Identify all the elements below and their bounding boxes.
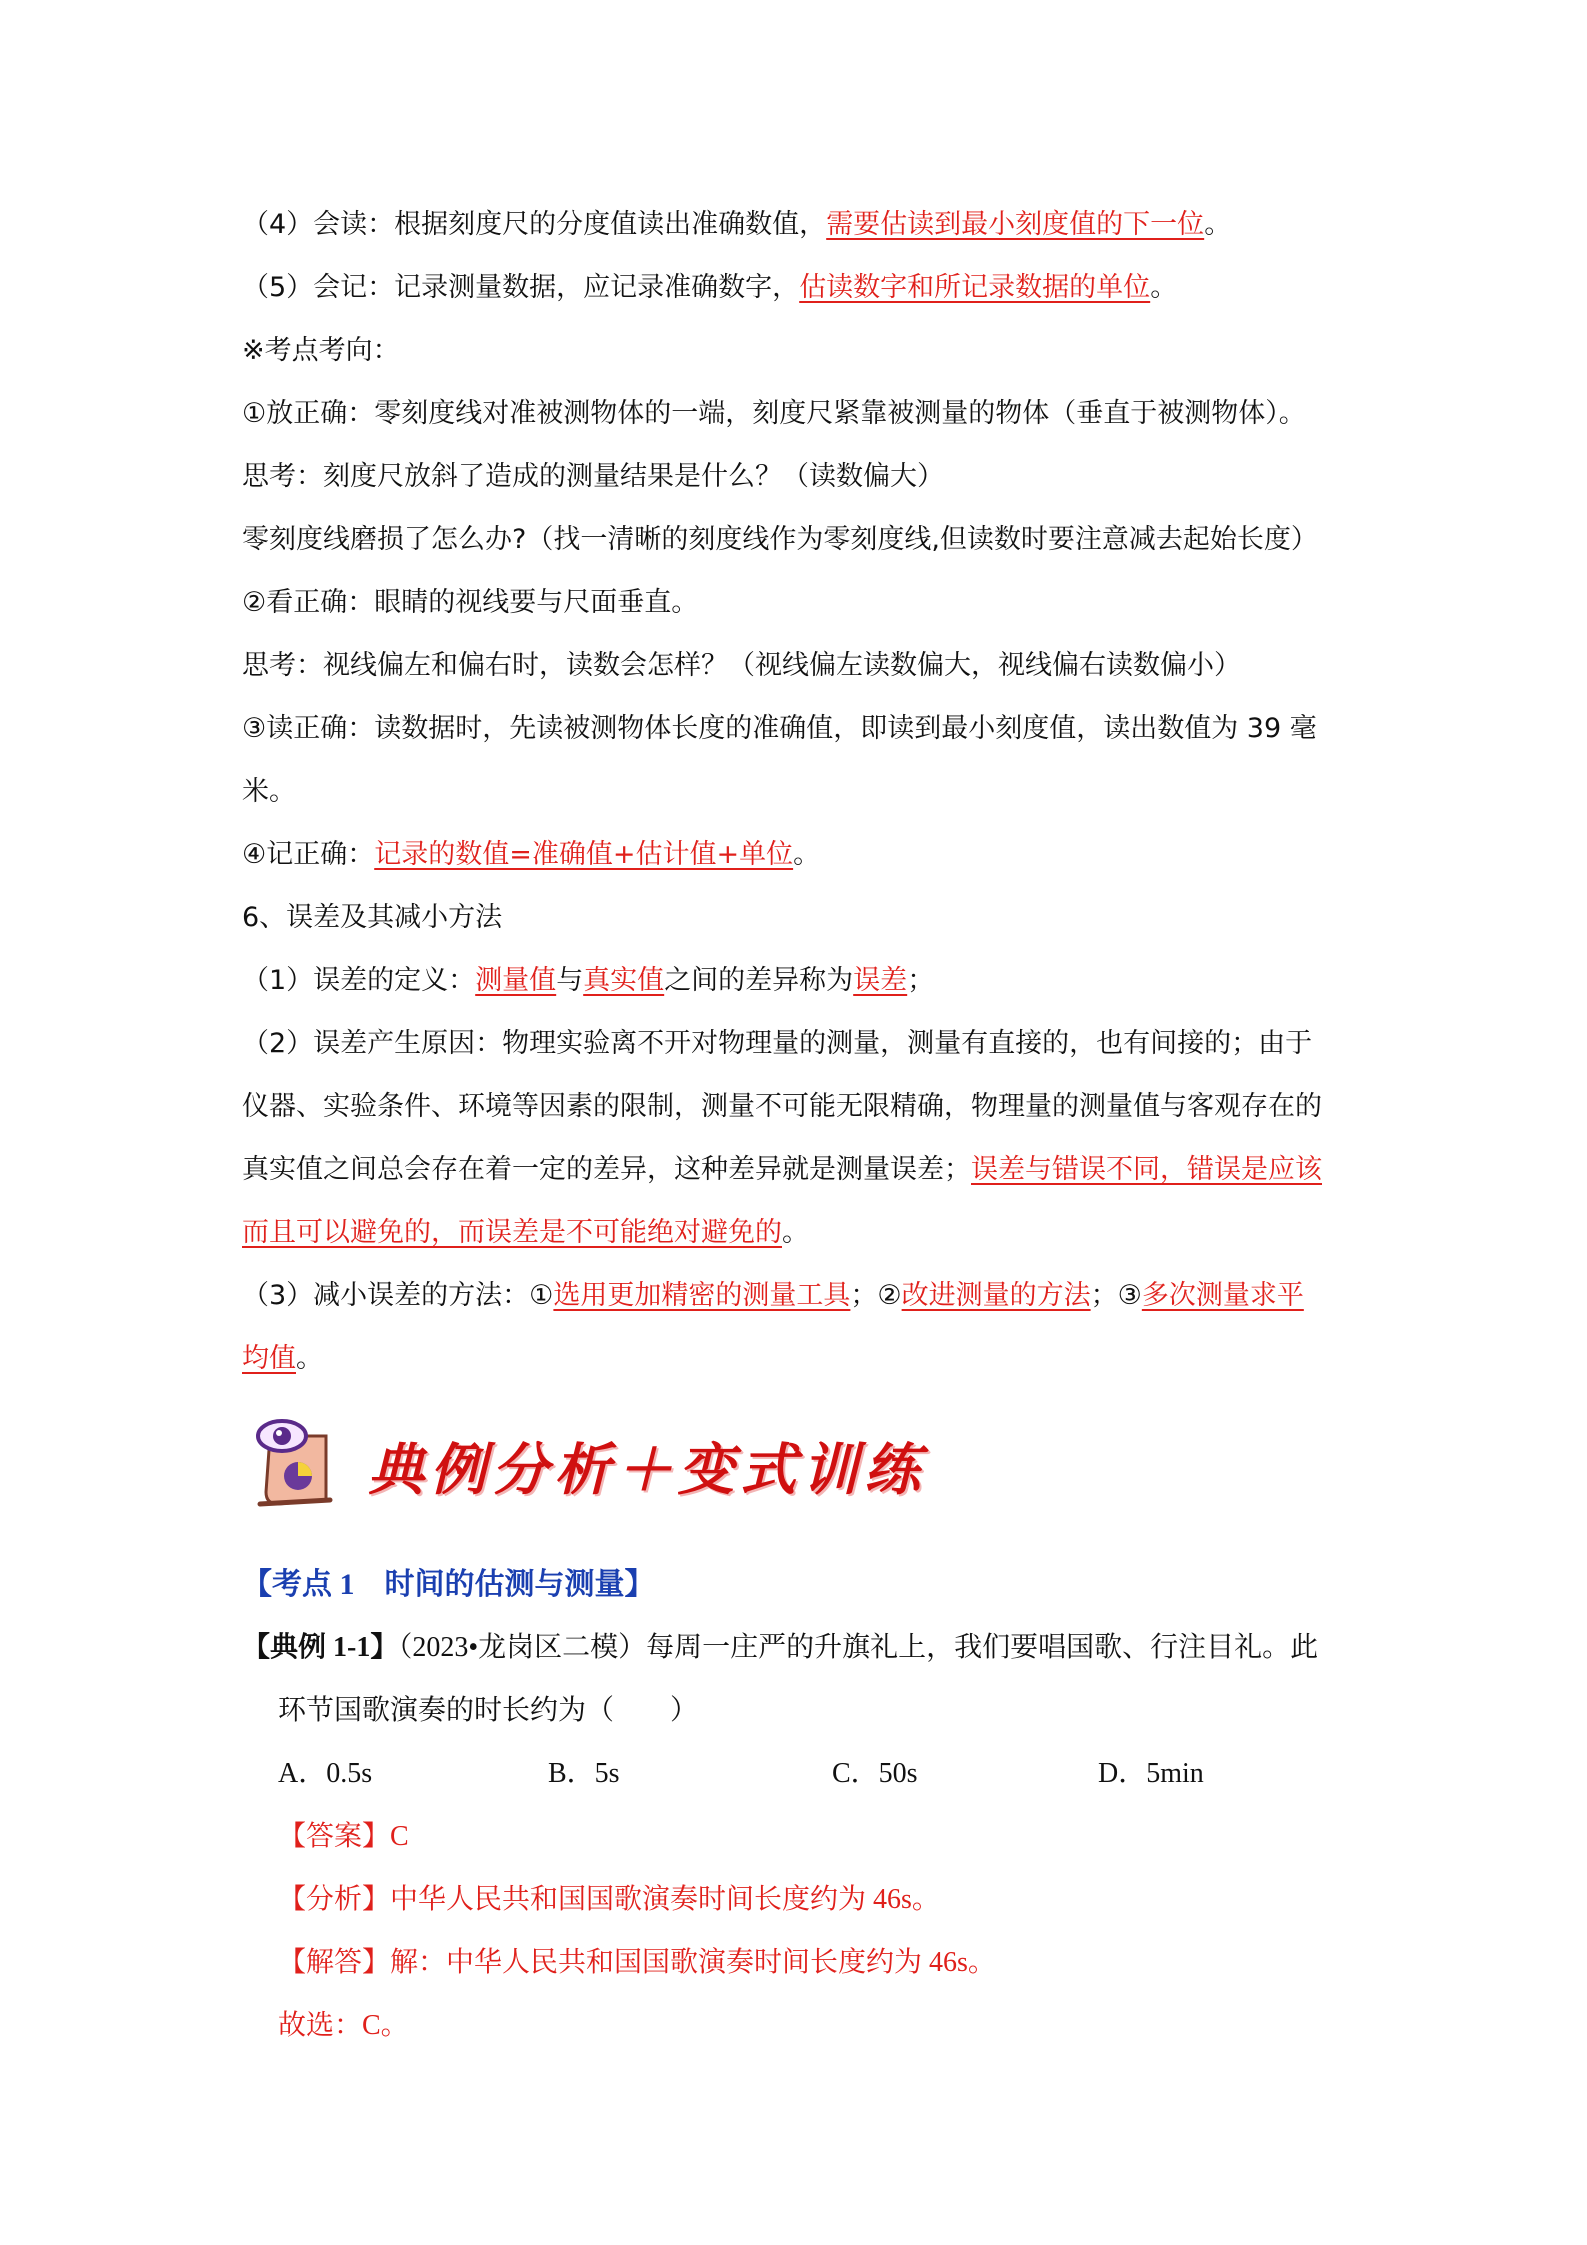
solution-label: 【解答】 [278, 1947, 391, 1978]
topic-1-heading: 【考点 1 时间的估测与测量】 [242, 1568, 655, 1601]
answer-value: C [390, 1821, 409, 1852]
viewing-point: ②看正确：眼睛的视线要与尺面垂直。 [242, 587, 699, 618]
period: 。 [1150, 272, 1178, 303]
error-cause-line-4 [242, 1213, 1352, 1253]
answer-line [278, 1817, 1388, 1857]
semicolon: ； [907, 965, 935, 996]
options-row [278, 1754, 1278, 1794]
recording-rule-line [242, 268, 1352, 308]
section-6-heading: 6、误差及其减小方法 [242, 902, 503, 933]
error-definition-line [242, 961, 1352, 1001]
reading-rule-line [242, 205, 1352, 245]
solution-text: 解：中华人民共和国国歌演奏时间长度约为 46s。 [390, 1947, 996, 1978]
answer-label: 【答案】 [278, 1821, 391, 1852]
option-c: C．50s [832, 1758, 918, 1789]
analysis-line [278, 1880, 1388, 1920]
zero-line-worn: 零刻度线磨损了怎么办?（找一清晰的刻度线作为零刻度线,但读数时要注意减去起始长度） [242, 524, 1318, 555]
error-cause-line-3 [242, 1150, 1352, 1190]
period: 。 [782, 1217, 809, 1248]
error-cause-line-1: （2）误差产生原因：物理实验离不开对物理量的测量，测量有直接的，也有间接的；由于 [242, 1028, 1313, 1059]
period: 。 [1204, 209, 1232, 240]
true-value-term: 真实值 [583, 965, 665, 996]
error-term: 误差 [853, 965, 908, 996]
recording-point-highlight: 记录的数值=准确值+估计值+单位 [374, 839, 794, 870]
option-b: B．5s [548, 1758, 620, 1789]
measured-value-term: 测量值 [475, 965, 557, 996]
reading-point-line-1: ③读正确：读数据时，先读被测物体长度的准确值，即读到最小刻度值，读出数值为 39 毫 [242, 713, 1317, 744]
reading-point-line-2: 米。 [242, 776, 296, 807]
example-label: 【典例 1-1】 [242, 1632, 399, 1663]
analysis-label: 【分析】 [278, 1884, 391, 1915]
error-vs-mistake-highlight-2: 而且可以避免的，而误差是不可能绝对避免的 [242, 1217, 782, 1248]
period: 。 [793, 839, 821, 870]
error-cause-line-2: 仪器、实验条件、环境等因素的限制，测量不可能无限精确，物理量的测量值与客观存在的 [242, 1091, 1322, 1122]
reduce-error-text: （3）减小误差的方法：① [242, 1280, 554, 1311]
period: 。 [296, 1343, 323, 1374]
recording-point-line [242, 835, 1352, 875]
choose-line: 故选：C。 [278, 2010, 409, 2041]
improve-method-highlight: 改进测量的方法 [901, 1280, 1091, 1311]
section-banner [248, 1408, 928, 1518]
connector-text: ；③ [1090, 1280, 1142, 1311]
placement-point: ①放正确：零刻度线对准被测物体的一端，刻度尺紧靠被测量的物体（垂直于被测物体）。 [242, 398, 1306, 429]
banner-title: 典例分析＋变式训练 [368, 1437, 926, 1503]
connector-text: 之间的差异称为 [664, 965, 854, 996]
reduce-error-line-1 [242, 1276, 1352, 1316]
option-a: A．0.5s [278, 1758, 373, 1789]
connector-text: 与 [556, 965, 584, 996]
recording-rule-text: （5）会记：记录测量数据，应记录准确数字， [242, 272, 800, 303]
recording-rule-highlight: 估读数字和所记录数据的单位 [799, 272, 1151, 303]
error-definition-text: （1）误差的定义： [242, 965, 476, 996]
think-question-1: 思考：刻度尺放斜了造成的测量结果是什么？（读数偏大） [242, 461, 944, 492]
reduce-error-line-2 [242, 1339, 1352, 1379]
analysis-text: 中华人民共和国国歌演奏时间长度约为 46s。 [390, 1884, 940, 1915]
reading-rule-text: （4）会读：根据刻度尺的分度值读出准确数值， [242, 209, 827, 240]
recording-point-text: ④记正确： [242, 839, 375, 870]
exam-points-heading: ※考点考向： [242, 335, 400, 366]
precise-tool-highlight: 选用更加精密的测量工具 [553, 1280, 851, 1311]
average-highlight: 多次测量求平 [1141, 1280, 1304, 1311]
example-question-line-1 [242, 1628, 1352, 1668]
think-question-2: 思考：视线偏左和偏右时，读数会怎样？（视线偏左读数偏大，视线偏右读数偏小） [242, 650, 1241, 681]
reading-rule-highlight: 需要估读到最小刻度值的下一位 [826, 209, 1205, 240]
average-highlight-2: 均值 [242, 1343, 296, 1374]
solution-line [278, 1943, 1388, 1983]
option-d: D．5min [1098, 1758, 1204, 1789]
question-text: （2023•龙岗区二模）每周一庄严的升旗礼上，我们要唱国歌、行注目礼。此 [398, 1632, 1319, 1663]
error-cause-text: 真实值之间总会存在着一定的差异，这种差异就是测量误差； [242, 1154, 971, 1185]
connector-text: ；② [850, 1280, 902, 1311]
example-question-line-2: 环节国歌演奏的时长约为（ ） [278, 1695, 699, 1726]
error-vs-mistake-highlight: 误差与错误不同，错误是应该 [971, 1154, 1322, 1185]
